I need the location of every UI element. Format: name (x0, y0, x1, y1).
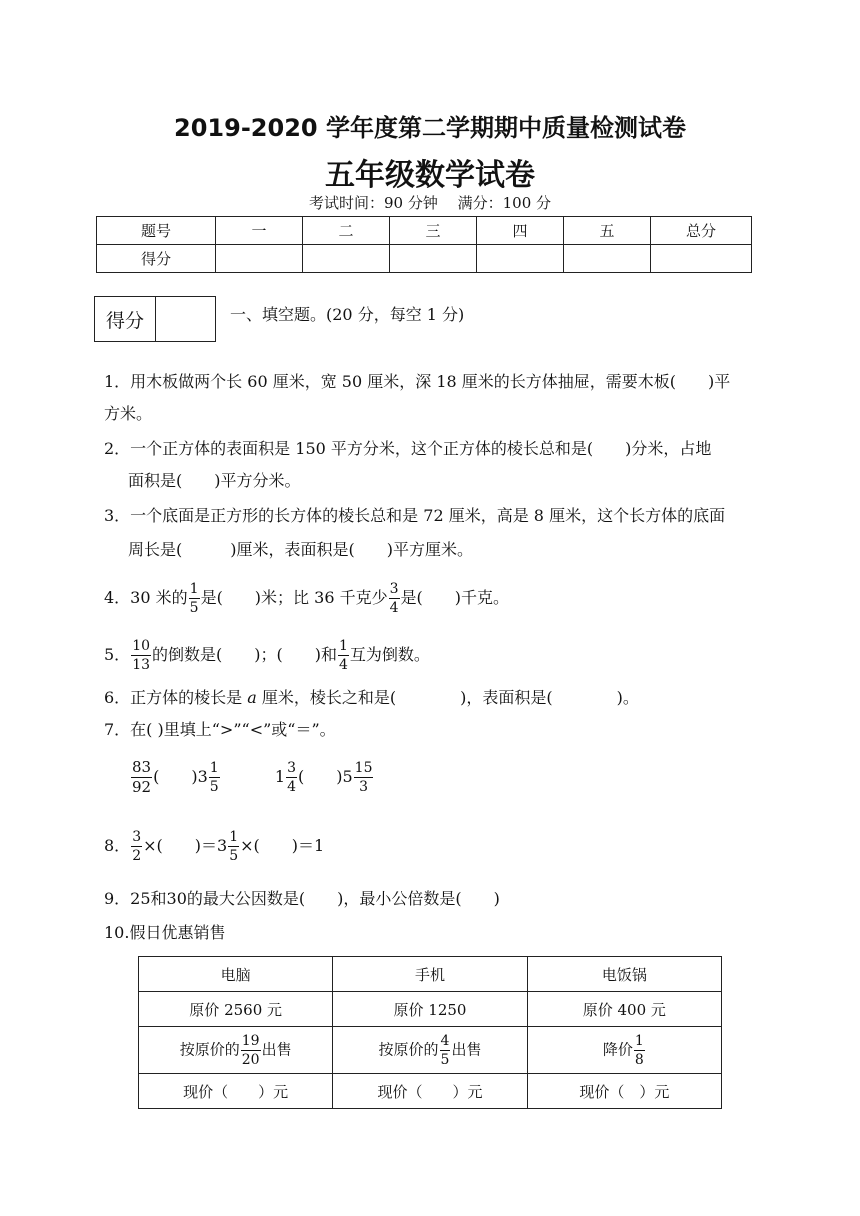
price-table-cell (139, 1027, 333, 1074)
section-score-entry[interactable] (156, 297, 215, 341)
denominator: 5 (209, 779, 219, 795)
q5-text: 5． (104, 645, 131, 664)
numerator: 15 (354, 760, 373, 776)
question-9: 9．25和30的最大公因数是( )，最小公倍数是( ) (104, 889, 500, 908)
q8-text: ×( )＝1 (240, 836, 325, 855)
rule-text: 按原价的 (378, 1040, 439, 1058)
rule-text: 按原价的 (179, 1040, 240, 1058)
score-entry-cell[interactable] (564, 245, 651, 273)
numerator: 1 (189, 581, 199, 597)
fraction (634, 1034, 645, 1067)
fraction (131, 639, 151, 672)
denominator: 92 (132, 778, 152, 796)
question-4 (104, 581, 760, 615)
question-3-line-2: 周长是( )厘米，表面积是( )平方厘米。 (128, 540, 473, 559)
numerator: 10 (132, 638, 151, 654)
section-title: 一、填空题。(20 分，每空 1 分) (230, 305, 465, 324)
compare-blank: ( )3 (153, 767, 208, 786)
q5-text: 的倒数是( )；( )和 (152, 645, 337, 664)
price-table-header: 电饭锅 (527, 957, 721, 992)
q6-text: 厘米，棱长之和是( )，表面积是( )。 (261, 688, 639, 707)
fraction (209, 761, 220, 794)
section-score-box (94, 296, 216, 342)
denominator: 4 (389, 600, 399, 616)
question-6 (104, 681, 760, 715)
denominator: 4 (339, 657, 348, 673)
score-table-cell: 三 (390, 217, 477, 245)
score-table-header-row (97, 217, 752, 245)
price-table-cell (333, 1027, 527, 1074)
compare-blank: ( )5 (297, 767, 353, 786)
price-table-header: 电脑 (139, 957, 333, 992)
denominator: 3 (359, 779, 369, 795)
q5-text: 互为倒数。 (349, 645, 430, 664)
score-table-cell: 总分 (651, 217, 752, 245)
score-entry-cell[interactable] (390, 245, 477, 273)
question-10: 10.假日优惠销售 (104, 923, 226, 942)
price-table-cell (527, 1027, 721, 1074)
question-1-line-1: 1．用木板做两个长 60 厘米，宽 50 厘米，深 18 厘米的长方体抽屉，需要木板( )平 (104, 372, 731, 391)
fraction (131, 760, 152, 795)
exam-title: 2019-2020 学年度第二学期期中质量检测试卷 (174, 114, 686, 142)
price-table-cell: 原价 1250 (333, 992, 527, 1027)
denominator: 20 (241, 1051, 260, 1068)
fraction (389, 582, 400, 615)
price-table-cell: 现价（ ）元 (333, 1074, 527, 1109)
q4-text: 是( )千克。 (400, 588, 510, 607)
fraction (241, 1034, 261, 1067)
denominator: 5 (440, 1051, 450, 1068)
fraction (189, 582, 200, 615)
price-table-original-row (139, 992, 722, 1027)
score-table-cell: 题号 (97, 217, 216, 245)
fraction (228, 830, 239, 863)
q8-text: ×( )＝3 (143, 836, 228, 855)
fraction (131, 830, 142, 863)
score-entry-cell[interactable] (216, 245, 303, 273)
q4-text: 4．30 米的 (104, 588, 188, 607)
fraction (440, 1034, 451, 1067)
fraction (338, 639, 349, 672)
numerator: 3 (287, 760, 296, 776)
price-table-current-row (139, 1074, 722, 1109)
price-table-cell: 原价 2560 元 (139, 992, 333, 1027)
score-table-cell: 五 (564, 217, 651, 245)
score-table-cell: 得分 (97, 245, 216, 273)
numerator: 83 (132, 758, 152, 776)
denominator: 2 (132, 848, 142, 864)
score-summary-table (96, 216, 752, 273)
score-table-cell: 一 (216, 217, 303, 245)
score-entry-cell[interactable] (651, 245, 752, 273)
fraction (286, 761, 297, 794)
rule-text: 出售 (451, 1040, 482, 1058)
score-table-cell: 二 (303, 217, 390, 245)
rule-text: 降价 (602, 1040, 633, 1058)
question-1-line-2: 方米。 (104, 404, 153, 423)
q6-variable: a (247, 688, 257, 707)
q4-text: 是( )米；比 36 千克少 (200, 588, 388, 607)
question-7-items (130, 760, 374, 795)
price-table-cell: 原价 400 元 (527, 992, 721, 1027)
price-table-header-row (139, 957, 722, 992)
rule-text: 出售 (261, 1040, 292, 1058)
numerator: 1 (339, 638, 348, 654)
question-2-line-1: 2．一个正方体的表面积是 150 平方分米，这个正方体的棱长总和是( )分米，占地 (104, 439, 712, 458)
denominator: 5 (229, 848, 239, 864)
denominator: 13 (132, 657, 151, 673)
q8-text: 8． (104, 836, 131, 855)
numerator: 1 (209, 760, 219, 776)
denominator: 5 (189, 600, 199, 616)
question-2-line-2: 面积是( )平方分米。 (128, 471, 301, 490)
price-table-cell: 现价（ ）元 (139, 1074, 333, 1109)
question-8 (104, 829, 760, 863)
fraction (354, 761, 374, 794)
exam-info: 考试时间：90 分钟 满分：100 分 (308, 194, 552, 212)
price-table-cell: 现价（ ）元 (527, 1074, 721, 1109)
denominator: 4 (287, 779, 296, 795)
score-table-score-row (97, 245, 752, 273)
numerator: 1 (229, 829, 239, 845)
section-score-label: 得分 (95, 297, 156, 341)
score-table-cell: 四 (477, 217, 564, 245)
question-3-line-1: 3．一个底面是正方形的长方体的棱长总和是 72 厘米，高是 8 厘米，这个长方体的底面 (104, 506, 726, 525)
numerator: 1 (634, 1032, 644, 1049)
numerator: 19 (241, 1032, 260, 1049)
price-table-header: 手机 (333, 957, 527, 992)
score-entry-cell[interactable] (303, 245, 390, 273)
price-table-rule-row (139, 1027, 722, 1074)
question-7: 7．在( )里填上“>”“<”或“＝”。 (104, 720, 336, 739)
numerator: 4 (440, 1032, 450, 1049)
score-entry-cell[interactable] (477, 245, 564, 273)
numerator: 3 (389, 581, 399, 597)
mixed-whole: 1 (274, 767, 286, 786)
denominator: 8 (634, 1051, 644, 1068)
price-table (138, 956, 722, 1109)
q6-text: 6．正方体的棱长是 (104, 688, 243, 707)
question-5 (104, 638, 760, 672)
exam-subtitle: 五年级数学试卷 (325, 158, 535, 193)
numerator: 3 (132, 829, 142, 845)
